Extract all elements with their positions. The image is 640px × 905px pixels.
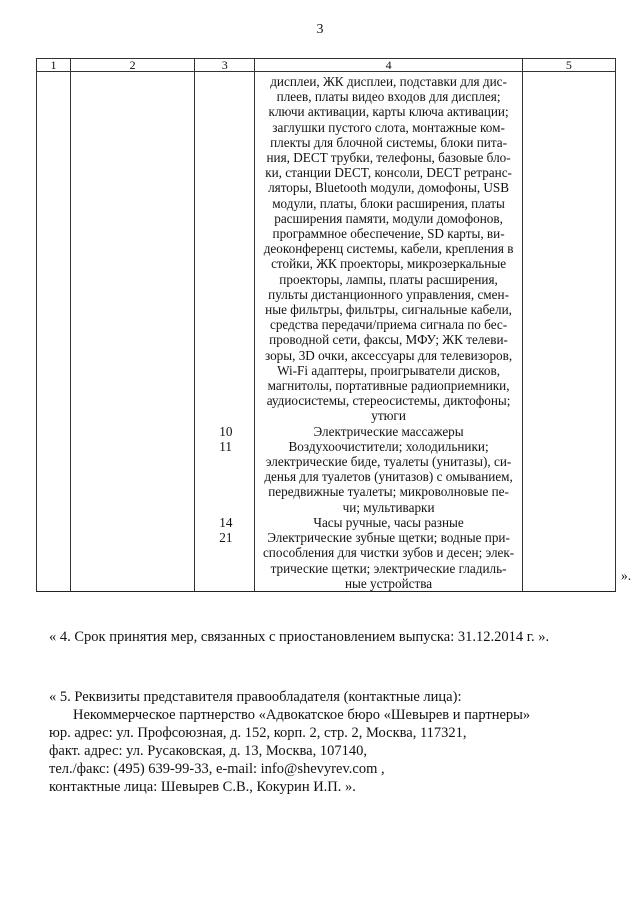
- column-header-2: 2: [71, 59, 195, 72]
- column-header-3: 3: [195, 59, 255, 72]
- goods-description-line: трические щетки; электрические гладиль-: [270, 560, 507, 576]
- goods-table: [36, 58, 616, 592]
- table-row: [37, 72, 616, 592]
- goods-description-line: пульты дистанционного управления, смен-: [268, 286, 509, 302]
- col5-cell: [522, 72, 615, 592]
- goods-description-line: ляторы, Bluetooth модули, домофоны, USB: [268, 180, 510, 196]
- class-code-spacer: [219, 150, 254, 165]
- class-code-spacer: [219, 196, 254, 211]
- goods-description-line: ния, DECT трубки, телефоны, базовые бло-: [266, 150, 511, 166]
- section-4-text: « 4. Срок принятия мер, связанных с приостановлением выпуска: 31.12.2014 г. ».: [49, 629, 550, 645]
- goods-description-line: способления для чистки зубов и десен; элек-: [262, 545, 515, 561]
- table-header-row: [37, 59, 616, 72]
- class-code-spacer: [219, 180, 254, 195]
- class-code: 10: [219, 423, 233, 439]
- class-code-spacer: [219, 241, 254, 256]
- goods-description-line: ки, станции DECT, консоли, DECT ретранс-: [265, 165, 512, 181]
- goods-description-line: аудиосистемы, стереосистемы, диктофоны;: [266, 393, 511, 409]
- section-5-heading: « 5. Реквизиты представителя правообладателя (контактные лица):: [49, 689, 462, 705]
- class-code-spacer: [219, 393, 254, 408]
- class-code-spacer: [219, 408, 254, 423]
- goods-description-line: проводной сети, факсы, МФУ; ЖК телеви-: [269, 332, 508, 348]
- column-header-1: 1: [37, 59, 71, 72]
- class-code-spacer: [219, 332, 254, 347]
- goods-description-line: модули, платы, блоки расширения, платы: [272, 195, 505, 211]
- class-code: 14: [219, 514, 233, 530]
- class-code-spacer: [219, 165, 254, 180]
- class-code-spacer: [219, 363, 254, 378]
- goods-description-line: ключи активации, карты ключа активации;: [268, 104, 509, 120]
- goods-description-line: проекторы, лампы, платы расширения,: [279, 271, 498, 287]
- class-code-spacer: [219, 500, 254, 515]
- class-code-spacer: [219, 378, 254, 393]
- goods-description-line: передвижные туалеты; микроволновые пе-: [268, 484, 509, 500]
- table-closing-quote: ».: [621, 568, 632, 583]
- section-5: [49, 688, 530, 796]
- class-code-spacer: [219, 74, 254, 89]
- class-code-spacer: [219, 454, 254, 469]
- goods-description-line: Wi-Fi адаптеры, проигрыватели дисков,: [277, 362, 501, 378]
- page-number: 3: [316, 22, 324, 37]
- class-code-spacer: [219, 135, 254, 150]
- goods-description-line: ные фильтры, фильтры, сигнальные кабели,: [265, 302, 512, 318]
- goods-description-line: денья для туалетов (унитазов) с омыванием,: [264, 469, 513, 485]
- class-code-spacer: [219, 104, 254, 119]
- organization-name: Некоммерческое партнерство «Адвокатское бюро «Шевырев и партнеры»: [73, 707, 531, 723]
- col2-cell: [71, 72, 195, 592]
- goods-description-line: деоконференц системы, кабели, крепления в: [263, 241, 514, 257]
- class-code-spacer: [219, 469, 254, 484]
- goods-description-line: средства передачи/приема сигнала по бес-: [269, 317, 508, 333]
- class-code-spacer: [219, 89, 254, 104]
- goods-description-line: программное обеспечение, SD карты, ви-: [272, 226, 505, 242]
- legal-address: юр. адрес: ул. Профсоюзная, д. 152, корп. 2, стр. 2, Москва, 117321,: [49, 725, 467, 741]
- class-code: 21: [219, 530, 233, 546]
- class-code-spacer: [219, 272, 254, 287]
- goods-description-line: стойки, ЖК проекторы, микрозеркальные: [271, 256, 507, 272]
- class-code-spacer: [219, 576, 254, 591]
- goods-description-line: зоры, 3D очки, аксессуары для телевизоров,: [264, 347, 513, 363]
- goods-description-line: плеев, платы видео входов для дисплея;: [276, 89, 501, 105]
- class-code-spacer: [219, 120, 254, 135]
- goods-description-line: Электрические массажеры: [313, 423, 464, 439]
- goods-description-line: электрические биде, туалеты (унитазы), си-: [265, 454, 512, 470]
- class-codes-cell: [195, 72, 255, 592]
- goods-description-line: Электрические зубные щетки; водные при-: [267, 530, 510, 546]
- class-code: 11: [219, 438, 232, 454]
- class-code-spacer: [219, 302, 254, 317]
- class-code-spacer: [219, 256, 254, 271]
- goods-description-line: утюги: [371, 408, 406, 424]
- class-code-spacer: [219, 348, 254, 363]
- goods-description-line: плекты для блочной системы, блоки пита-: [270, 134, 508, 150]
- goods-description-line: расширения памяти, модули домофонов,: [274, 210, 503, 226]
- class-code-spacer: [219, 545, 254, 560]
- goods-description-line: заглушки пустого слота, монтажные ком-: [272, 119, 505, 135]
- goods-description-line: чи; мультиварки: [342, 499, 435, 515]
- goods-description-line: ные устройства: [344, 575, 433, 591]
- class-code-spacer: [219, 211, 254, 226]
- col1-cell: [37, 72, 71, 592]
- column-header-5: 5: [522, 59, 615, 72]
- goods-description-line: магнитолы, портативные радиоприемники,: [267, 378, 510, 394]
- class-code-spacer: [219, 484, 254, 499]
- goods-description-line: Часы ручные, часы разные: [313, 514, 464, 530]
- goods-description-cell: [255, 72, 522, 592]
- column-header-4: 4: [255, 59, 522, 72]
- goods-description-line: Воздухоочистители; холодильники;: [288, 438, 489, 454]
- goods-description-line: дисплеи, ЖК дисплеи, подставки для дис-: [270, 74, 507, 89]
- class-code-spacer: [219, 287, 254, 302]
- contact-persons: контактные лица: Шевырев С.В., Кокурин И.П. ».: [49, 779, 356, 795]
- class-code-spacer: [219, 226, 254, 241]
- actual-address: факт. адрес: ул. Русаковская, д. 13, Москва, 107140,: [49, 743, 367, 759]
- class-code-spacer: [219, 317, 254, 332]
- phone-email: тел./факс: (495) 639-99-33, e-mail: info@shevyrev.com ,: [49, 761, 385, 777]
- class-code-spacer: [219, 561, 254, 576]
